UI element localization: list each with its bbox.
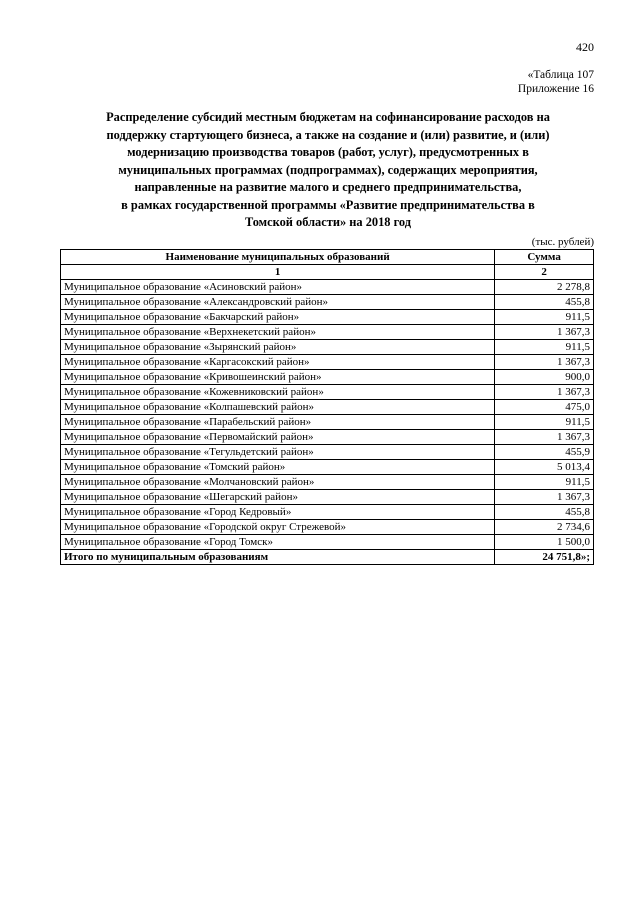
municipality-name: Муниципальное образование «Парабельский район» (61, 415, 495, 430)
subsidy-amount: 911,5 (495, 340, 594, 355)
column-number: 2 (495, 265, 594, 280)
table-row (61, 430, 594, 445)
table-row (61, 445, 594, 460)
subsidy-amount: 5 013,4 (495, 460, 594, 475)
table-row (61, 415, 594, 430)
title-line: направленные на развитие малого и среднего предпринимательства, (134, 180, 522, 194)
subsidy-amount: 1 367,3 (495, 355, 594, 370)
municipality-name: Муниципальное образование «Александровский район» (61, 295, 495, 310)
table-row (61, 325, 594, 340)
table-row (61, 400, 594, 415)
subsidy-amount: 475,0 (495, 400, 594, 415)
subsidy-amount: 2 734,6 (495, 520, 594, 535)
column-header-name: Наименование муниципальных образований (61, 250, 495, 265)
subsidy-amount: 1 367,3 (495, 325, 594, 340)
table-body (61, 280, 594, 550)
subsidy-amount: 911,5 (495, 310, 594, 325)
municipality-name: Муниципальное образование «Зырянский район» (61, 340, 495, 355)
table-row (61, 520, 594, 535)
subsidy-amount: 455,9 (495, 445, 594, 460)
subsidy-amount: 2 278,8 (495, 280, 594, 295)
page-number: 420 (576, 40, 594, 54)
total-label: Итого по муниципальным образованиям (61, 550, 495, 565)
total-row (61, 550, 594, 565)
subsidy-amount: 900,0 (495, 370, 594, 385)
municipality-name: Муниципальное образование «Шегарский район» (61, 490, 495, 505)
appendix-label: Приложение 16 (517, 83, 594, 95)
municipality-name: Муниципальное образование «Колпашевский район» (61, 400, 495, 415)
title-line: модернизацию производства товаров (работ, услуг), предусмотренных в (127, 145, 529, 159)
total-amount: 24 751,8»; (495, 550, 594, 565)
subsidy-amount: 1 367,3 (495, 430, 594, 445)
municipality-name: Муниципальное образование «Городской округ Стрежевой» (61, 520, 495, 535)
table-row (61, 310, 594, 325)
municipality-name: Муниципальное образование «Верхнекетский район» (61, 325, 495, 340)
table-row (61, 370, 594, 385)
document-title (60, 109, 596, 232)
table-row (61, 355, 594, 370)
units-label: (тыс. рублей) (531, 236, 594, 248)
title-line: Томской области» на 2018 год (245, 215, 411, 229)
table-row (61, 280, 594, 295)
title-line: поддержку стартующего бизнеса, а также на создание и (или) развитие, и (или) (106, 127, 550, 142)
municipality-name: Муниципальное образование «Первомайский район» (61, 430, 495, 445)
table-row (61, 385, 594, 400)
column-number: 1 (61, 265, 495, 280)
table-row (61, 475, 594, 490)
table-row (61, 535, 594, 550)
title-line: в рамках государственной программы «Развитие предпринимательства в (121, 197, 535, 212)
table-row (61, 505, 594, 520)
column-header-sum: Сумма (495, 250, 594, 265)
subsidy-amount: 911,5 (495, 475, 594, 490)
municipality-name: Муниципальное образование «Бакчарский район» (61, 310, 495, 325)
subsidy-amount: 1 500,0 (495, 535, 594, 550)
municipality-name: Муниципальное образование «Каргасокский район» (61, 355, 495, 370)
table-row (61, 460, 594, 475)
table-caption (518, 68, 594, 96)
municipality-name: Муниципальное образование «Город Кедровый» (61, 505, 495, 520)
title-line: Распределение субсидий местным бюджетам на софинансирование расходов на (106, 110, 550, 124)
table-row (61, 295, 594, 310)
subsidy-table (60, 249, 594, 565)
subsidy-amount: 455,8 (495, 505, 594, 520)
table-row (61, 490, 594, 505)
municipality-name: Муниципальное образование «Город Томск» (61, 535, 495, 550)
municipality-name: Муниципальное образование «Томский район» (61, 460, 495, 475)
table-label: «Таблица 107 (527, 69, 594, 81)
subsidy-amount: 1 367,3 (495, 385, 594, 400)
table-header-row (61, 250, 594, 265)
subsidy-amount: 1 367,3 (495, 490, 594, 505)
table-row (61, 340, 594, 355)
title-line: муниципальных программах (подпрограммах), содержащих мероприятия, (118, 162, 538, 177)
municipality-name: Муниципальное образование «Тегульдетский район» (61, 445, 495, 460)
column-number-row (61, 265, 594, 280)
subsidy-amount: 455,8 (495, 295, 594, 310)
municipality-name: Муниципальное образование «Кривошеинский район» (61, 370, 495, 385)
subsidy-amount: 911,5 (495, 415, 594, 430)
municipality-name: Муниципальное образование «Кожевниковский район» (61, 385, 495, 400)
municipality-name: Муниципальное образование «Асиновский район» (61, 280, 495, 295)
municipality-name: Муниципальное образование «Молчановский район» (61, 475, 495, 490)
